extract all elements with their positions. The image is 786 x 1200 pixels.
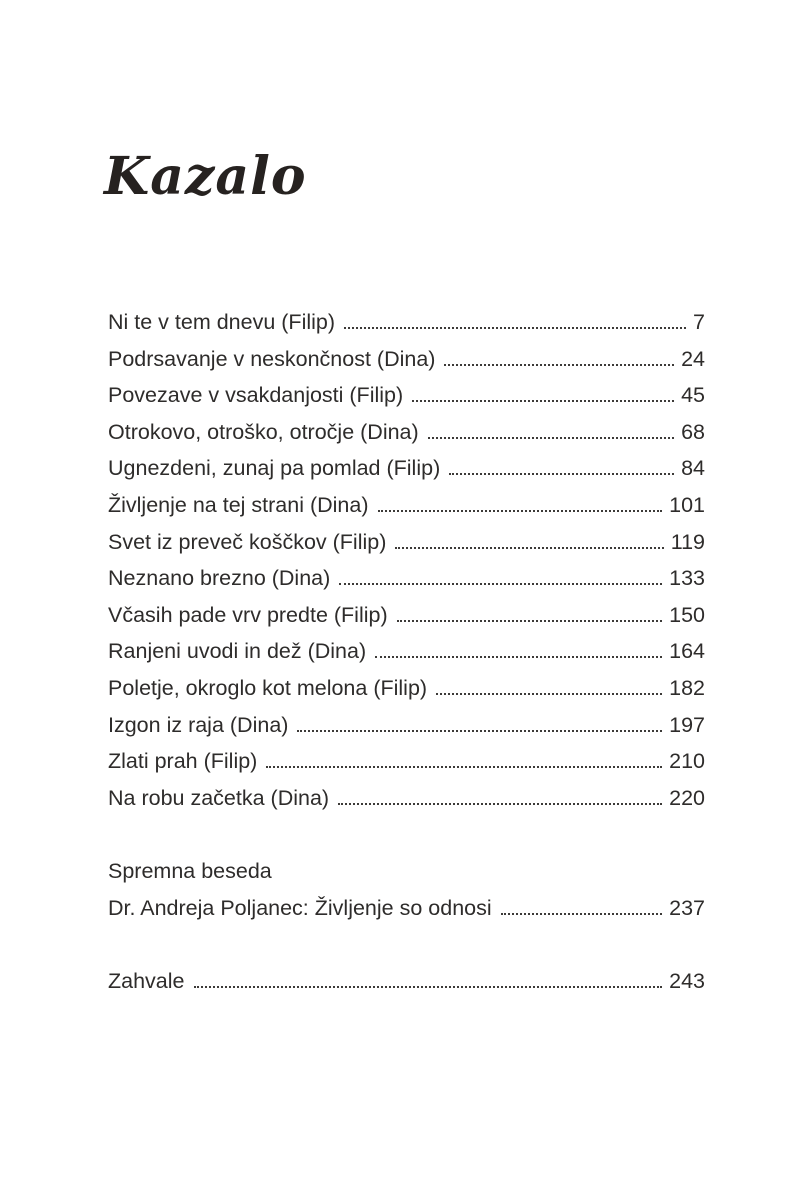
toc-group bbox=[108, 963, 705, 1000]
toc-entry-label: Včasih pade vrv predte (Filip) bbox=[108, 602, 388, 627]
toc-group bbox=[108, 304, 705, 816]
toc-entry-row bbox=[108, 377, 705, 414]
dot-leader bbox=[266, 763, 662, 768]
dot-leader bbox=[339, 580, 662, 585]
toc-entry-row bbox=[108, 304, 705, 341]
toc-entry-page-number: 45 bbox=[681, 383, 705, 408]
toc-entry-row bbox=[108, 450, 705, 487]
toc-entry-label: Ni te v tem dnevu (Filip) bbox=[108, 310, 336, 334]
toc-entry-row bbox=[108, 414, 705, 451]
toc-entry-row bbox=[108, 560, 705, 597]
dot-leader bbox=[397, 617, 663, 622]
toc-entry-page-number: 133 bbox=[669, 566, 705, 591]
dot-leader bbox=[436, 690, 662, 695]
toc-entry-label: Otrokovo, otroško, otročje (Dina) bbox=[108, 419, 419, 444]
toc-entry-page-number: 164 bbox=[669, 639, 705, 664]
toc-entry-label: Svet iz preveč koščkov (Filip) bbox=[108, 529, 387, 554]
dot-leader bbox=[412, 397, 674, 402]
toc-list bbox=[108, 304, 705, 999]
toc-entry-page-number: 243 bbox=[669, 968, 705, 993]
toc-entry-page-number: 7 bbox=[693, 310, 705, 334]
toc-entry-row bbox=[108, 341, 705, 378]
toc-group bbox=[108, 853, 705, 926]
toc-entry-page-number: 210 bbox=[669, 749, 705, 774]
dot-leader bbox=[338, 800, 662, 805]
toc-entry-page-number: 68 bbox=[681, 419, 705, 444]
dot-leader bbox=[194, 983, 663, 988]
toc-entry-page-number: 197 bbox=[669, 712, 705, 737]
dot-leader bbox=[449, 470, 674, 475]
toc-entry-label: Zlati prah (Filip) bbox=[108, 749, 258, 774]
dot-leader bbox=[375, 653, 662, 658]
toc-entry-page-number: 150 bbox=[669, 602, 705, 627]
toc-entry-label: Izgon iz raja (Dina) bbox=[108, 712, 289, 737]
toc-entry-row bbox=[108, 487, 705, 524]
toc-entry-label: Na robu začetka (Dina) bbox=[108, 785, 330, 810]
toc-entry-row bbox=[108, 524, 705, 561]
toc-entry-label: Zahvale bbox=[108, 968, 185, 993]
toc-entry-label: Ranjeni uvodi in dež (Dina) bbox=[108, 639, 367, 664]
toc-entry-page-number: 24 bbox=[681, 346, 705, 371]
toc-entry-row bbox=[108, 633, 705, 670]
toc-entry-label: Neznano brezno (Dina) bbox=[108, 566, 331, 591]
toc-entry-row bbox=[108, 670, 705, 707]
toc-entry-row bbox=[108, 890, 705, 927]
toc-entry-page-number: 84 bbox=[681, 456, 705, 481]
dot-leader bbox=[395, 544, 663, 549]
toc-entry-page-number: 237 bbox=[669, 895, 705, 920]
toc-entry-page-number: 101 bbox=[669, 492, 705, 517]
toc-entry-page-number: 182 bbox=[669, 675, 705, 700]
page-title: Kazalo bbox=[104, 146, 307, 207]
dot-leader bbox=[444, 361, 674, 366]
dot-leader bbox=[297, 727, 662, 732]
dot-leader bbox=[501, 910, 662, 915]
toc-entry-label: Podrsavanje v neskončnost (Dina) bbox=[108, 346, 436, 371]
toc-entry-row bbox=[108, 780, 705, 817]
toc-entry-page-number: 220 bbox=[669, 785, 705, 810]
dot-leader bbox=[378, 507, 663, 512]
toc-section-heading: Spremna beseda bbox=[108, 858, 272, 883]
toc-entry-label: Ugnezdeni, zunaj pa pomlad (Filip) bbox=[108, 456, 441, 481]
toc-entry-row bbox=[108, 743, 705, 780]
toc-entry-row bbox=[108, 707, 705, 744]
dot-leader bbox=[344, 324, 686, 329]
toc-entry-row bbox=[108, 963, 705, 1000]
toc-entry-page-number: 119 bbox=[670, 529, 705, 554]
toc-entry-label: Poletje, okroglo kot melona (Filip) bbox=[108, 675, 428, 700]
toc-entry-label: Življenje na tej strani (Dina) bbox=[108, 492, 369, 517]
toc-entry-label: Povezave v vsakdanjosti (Filip) bbox=[108, 383, 404, 408]
toc-entry-label: Dr. Andreja Poljanec: Življenje so odnosi bbox=[108, 895, 492, 920]
dot-leader bbox=[428, 434, 674, 439]
toc-entry-row bbox=[108, 597, 705, 634]
